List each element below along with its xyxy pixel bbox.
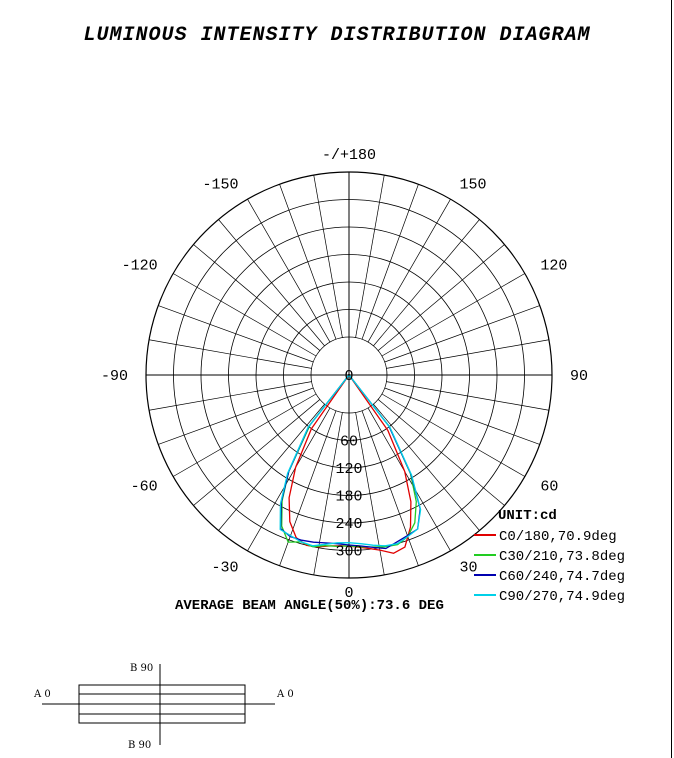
angle-tick-label: -30 xyxy=(211,559,239,577)
diagram-right-label: A 0 xyxy=(277,689,294,700)
radial-tick-label: 120 xyxy=(335,461,363,478)
diagram-bottom-label: B 90 xyxy=(128,740,152,751)
angle-tick-label: -150 xyxy=(202,176,239,194)
angle-tick-label: 90 xyxy=(570,368,589,385)
legend-label-3: C90/270,74.9deg xyxy=(499,589,626,605)
legend xyxy=(474,508,625,605)
radial-tick-label: 60 xyxy=(339,433,359,451)
diagram-left-label: A 0 xyxy=(34,689,51,700)
angle-tick-label: 0 xyxy=(344,585,354,602)
radial-tick-label: 180 xyxy=(335,488,363,506)
angle-tick-label: 150 xyxy=(459,176,487,194)
angle-tick-label: 120 xyxy=(540,257,568,275)
diagram-top-label: B 90 xyxy=(130,663,154,674)
angle-tick-label: 60 xyxy=(540,478,559,496)
legend-label-0: C0/180,70.9deg xyxy=(499,529,617,545)
beam-angle-summary: AVERAGE BEAM ANGLE(50%):73.6 DEG xyxy=(175,598,444,614)
angle-tick-label: -90 xyxy=(100,368,128,385)
chart-title: LUMINOUS INTENSITY DISTRIBUTION DIAGRAM xyxy=(83,24,591,47)
radial-tick-label: 240 xyxy=(335,516,363,533)
radial-tick-label: 0 xyxy=(344,368,354,385)
radial-tick-label: 300 xyxy=(335,543,363,561)
legend-label-1: C30/210,73.8deg xyxy=(499,549,626,565)
unit-label: UNIT:cd xyxy=(498,508,557,524)
luminaire-diagram xyxy=(33,663,294,751)
angle-tick-label: -/+180 xyxy=(321,147,377,164)
angle-tick-label: -120 xyxy=(121,257,158,275)
legend-label-2: C60/240,74.7deg xyxy=(499,569,626,585)
angle-tick-label: 30 xyxy=(459,559,478,577)
angle-tick-label: -60 xyxy=(130,478,158,496)
